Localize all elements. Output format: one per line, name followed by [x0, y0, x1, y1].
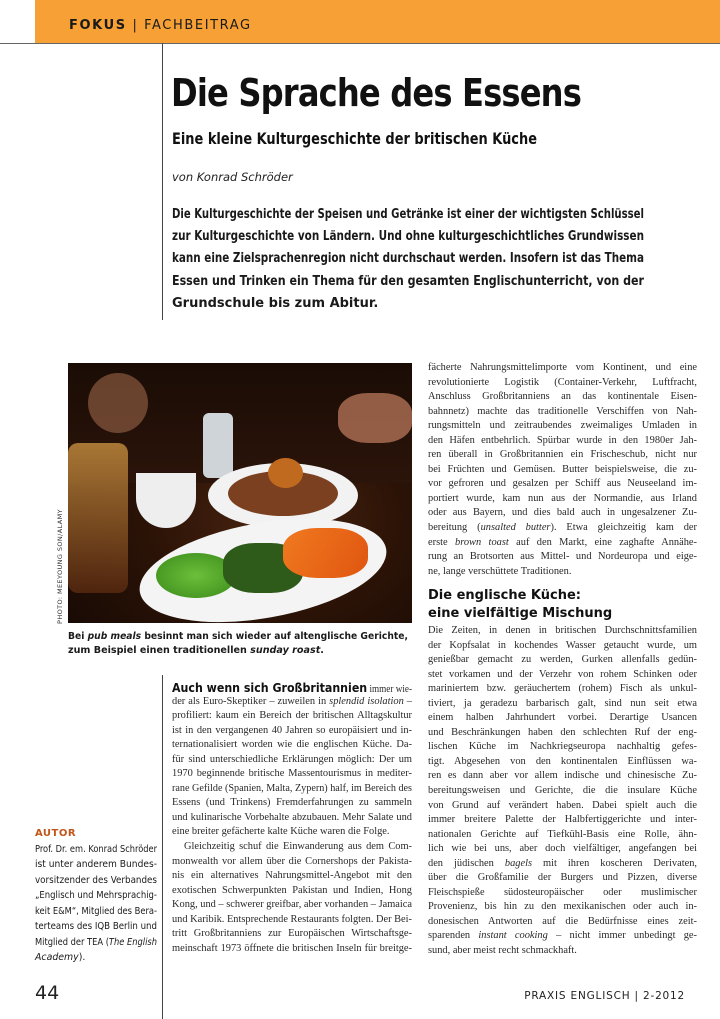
text-line [172, 767, 412, 782]
line-text [172, 898, 412, 913]
text-line [428, 390, 697, 405]
text-line [428, 361, 697, 376]
text-run: den jüdischen [428, 857, 505, 869]
line-text [35, 935, 157, 951]
text-run: sund, aber meist recht schmackhaft. [428, 945, 577, 957]
text-run: der als Euro-Skeptiker – zuweilen in [172, 695, 330, 707]
text-line [172, 753, 412, 768]
text-run: meinschaft 1973 öffnete die britischen Inseln für breitge- [172, 942, 412, 954]
text-run: genießbar gemacht zu werden, Gurken allenfalls gedün- [428, 654, 697, 666]
text-run: ren überall in Großbritannien ein Frischeschub, nicht nur [428, 449, 697, 461]
text-line [428, 463, 697, 478]
text-run: oder aus Bayern, und dies bald auch in ungesalzener Zu- [428, 507, 697, 519]
line-text [428, 915, 697, 930]
text-run: auf den Markt, eine zaghafte Annähe- [508, 536, 697, 548]
text-line [172, 782, 412, 797]
lead-line: kann eine Zielsprachenregion nicht durchschaut werden. Insofern ist das Thema [172, 251, 644, 267]
lead-line: Die Kulturgeschichte der Speisen und Getränke ist einer der wichtigsten Schlüssel [172, 207, 644, 222]
text-run: keit E&M“, Mitglied des Bera- [35, 905, 157, 917]
text-run: und Karibik. Entsprechende Restaurants folgten. Der Bei- [172, 913, 412, 925]
line-text [428, 565, 571, 580]
line-text [428, 376, 697, 391]
line-text [428, 434, 697, 449]
text-run: besinnt man sich wieder auf altenglische Gerichte, [141, 631, 409, 642]
lead-paragraph [172, 204, 644, 315]
text-line [172, 884, 412, 899]
text-line [172, 869, 412, 884]
line-text [172, 796, 412, 811]
text-line [172, 680, 412, 695]
right-column-body [428, 624, 697, 959]
text-line [428, 624, 697, 639]
line-text [428, 419, 697, 434]
text-line [172, 913, 412, 928]
line-text [172, 942, 412, 957]
line-text [68, 630, 408, 644]
right-column-intro [428, 361, 697, 579]
line-text [172, 811, 412, 826]
text-run: rungsmitteln und zeitraubendes zweimaliges Umladen in [428, 420, 697, 432]
text-run: – nicht immer unbedingt ge- [547, 930, 697, 942]
text-run: fächerte Nahrungsmittelimporte vom Kontinent, und eine [428, 362, 697, 373]
text-run: – [403, 695, 412, 707]
line-text [172, 709, 412, 724]
italic-term: unsalted butter [480, 522, 551, 534]
author-bio-line [35, 873, 157, 889]
text-run: terteams des IQB Berlin und [35, 921, 157, 932]
line-text [428, 857, 697, 872]
text-run: ren es dann aber vor allem indische und chinesische Zu- [428, 770, 697, 782]
text-run: Gleichzeitig schuf die Einwanderung aus dem Com- [184, 841, 412, 853]
author-bio-line [35, 842, 157, 858]
text-run: . [320, 645, 324, 656]
caption-line [68, 644, 408, 658]
text-run: der Kopfsalat in kochendes Wasser getaucht wurde, um [428, 639, 697, 651]
text-run: nationalen Gerichte auf Tiefkühl-Basis eine Rolle, ähn- [428, 828, 697, 840]
text-run: ). Etwa gleichzeitig kam der [550, 522, 697, 534]
article-title: Die Sprache des Essens [171, 71, 581, 115]
text-line [428, 842, 697, 857]
header-rule [0, 43, 720, 44]
line-text [428, 842, 697, 857]
line-text [428, 550, 697, 565]
text-line [428, 871, 697, 886]
line-text [35, 950, 85, 966]
column-rule-bottom [162, 675, 163, 1019]
lead-line: Grundschule bis zum Abitur. [172, 295, 379, 311]
line-text [428, 871, 697, 886]
text-line [428, 711, 697, 726]
line-text [35, 857, 157, 873]
line-text [35, 873, 157, 889]
author-label: AUTOR [35, 828, 77, 839]
text-run: tritt Großbritanniens zur Europäischen Wirtschaftsge- [172, 928, 412, 940]
byline: von Konrad Schröder [172, 170, 293, 184]
text-line [172, 855, 412, 870]
text-line [172, 724, 412, 739]
text-run: vor gefroren und gesalzen per Schiff aus Neuseeland im- [428, 478, 697, 490]
text-run: donesischen Antworten auf die Bedürfnisse eines zeit- [428, 915, 697, 927]
text-line [172, 942, 412, 957]
line-text [172, 884, 412, 899]
article-subtitle-line [172, 129, 537, 149]
text-run: einem halben Jahrhundert vorbei. Derartige Usancen [428, 712, 697, 724]
text-line [428, 886, 697, 901]
text-run: und Beschränkungen haben den schlechten Ruf der eng- [428, 726, 697, 738]
text-run: lich wie bei uns, aber doch vielfältiger, angefangen bei [428, 843, 697, 855]
text-line [172, 738, 412, 753]
text-line [428, 813, 697, 828]
text-run: von Grund auf verändert haben. Dabei spielt auch die [428, 799, 697, 811]
text-run: tiviert, ja geradezu barbarisch galt, sind nun seit etwa [428, 697, 697, 709]
text-line [428, 784, 697, 799]
section-heading [428, 587, 697, 623]
line-text [428, 726, 697, 741]
author-box [35, 826, 157, 966]
line-text [428, 448, 697, 463]
line-text [172, 782, 412, 797]
text-run: sparenden [428, 930, 479, 942]
text-line [428, 682, 697, 697]
caption-line [68, 630, 408, 644]
line-text [428, 799, 697, 814]
line-text [428, 405, 697, 420]
line-text [428, 944, 577, 959]
line-text [172, 753, 412, 768]
text-line [428, 434, 697, 449]
line-text [172, 855, 412, 870]
text-run: mit ihren koscheren Derivaten, [532, 857, 697, 869]
text-run: profiliert: kaum ein Bereich der britischen Alltagskultur [172, 710, 412, 722]
journal-issue: PRAXIS ENGLISCH | 2-2012 [524, 990, 685, 1002]
line-text [428, 929, 697, 944]
line-text [172, 680, 412, 698]
text-line [172, 796, 412, 811]
line-text [428, 361, 697, 376]
lead-line: Essen und Trinken ein Thema für den gesamten Englischunterricht, von der [172, 273, 644, 289]
text-line [428, 639, 697, 654]
line-text [428, 653, 697, 668]
article-title-line [171, 70, 581, 116]
text-run: nis ein alternatives Nahrungsmittel-Angebot mit den [172, 870, 412, 882]
text-run: vorsitzender des Verbandes [35, 874, 157, 886]
italic-term: splendid isolation [329, 695, 404, 707]
text-run: Anschluss Großbritanniens an das kontinentale Eisen- [428, 391, 697, 403]
line-text [172, 927, 412, 942]
subsection-name: FACHBEITRAG [144, 18, 252, 33]
text-run: Mitglied der TEA ( [35, 936, 109, 948]
text-run: revolutionierte Logistik (Container-Verkehr, Luftfracht, [428, 376, 697, 388]
text-run: ternationalisiert worden wie die englischen Küche. Da- [172, 739, 412, 751]
text-run: ). [78, 952, 86, 963]
line-text [428, 886, 697, 901]
text-line [428, 668, 697, 683]
text-run: mariniertem bzw. geräuchertem (rohem) Fisch als unkul- [428, 683, 697, 695]
text-run: immer breitere Palette der Halbfertiggerichte und inter- [428, 814, 697, 826]
italic-term: The English [108, 936, 157, 948]
text-line [172, 811, 412, 826]
text-line [428, 492, 697, 507]
line-text [428, 740, 697, 755]
text-line [172, 840, 412, 855]
text-run: Bei [68, 631, 88, 642]
heading-line: Die englische Küche: [428, 588, 581, 603]
line-text [428, 668, 697, 683]
line-text [428, 755, 697, 770]
text-run: immer wie- [367, 684, 412, 695]
text-run: ist unter anderem Bundes- [35, 859, 157, 870]
text-line [428, 565, 697, 580]
line-text [428, 492, 697, 507]
line-text [428, 697, 697, 712]
separator: | [132, 18, 139, 33]
section-header-bar [35, 0, 720, 43]
text-line [428, 915, 697, 930]
line-text [428, 463, 697, 478]
italic-term: brown toast [455, 536, 509, 548]
heading-line: eine vielfältige Mischung [428, 606, 613, 621]
text-line [428, 419, 697, 434]
author-bio-line [35, 935, 157, 951]
author-bio-line [35, 919, 157, 935]
text-line [428, 448, 697, 463]
text-run: über die Großfamilie der Burgers und Pizzen, diverse [428, 872, 697, 884]
italic-term: sunday roast [250, 645, 321, 656]
line-text [428, 390, 697, 405]
text-line [428, 726, 697, 741]
text-line [428, 536, 697, 551]
italic-term: bagels [504, 857, 533, 869]
text-line [428, 521, 697, 536]
line-text [428, 784, 697, 799]
text-line [428, 376, 697, 391]
line-text [428, 900, 697, 915]
line-text [428, 521, 697, 536]
text-run: ist in den vergangenen 40 Jahren so europäisiert und in- [172, 724, 412, 736]
line-text [428, 477, 697, 492]
text-run: zum Beispiel einen traditionellen [68, 645, 251, 656]
text-line [428, 857, 697, 872]
text-run: Prof. Dr. em. Konrad Schröder [35, 843, 157, 855]
text-run: portiert wurde, kam nun aus der Normandie, aus Irland [428, 492, 697, 504]
italic-term: Academy [35, 952, 79, 963]
section-name: FOKUS [69, 18, 127, 33]
food-photo [68, 363, 412, 623]
text-line [172, 709, 412, 724]
line-text [35, 842, 157, 858]
text-line [428, 799, 697, 814]
page-number: 44 [35, 982, 60, 1004]
line-text [428, 624, 697, 639]
text-run: lischen Küche im Nachkriegseuropa nachhaltig gefes- [428, 741, 697, 753]
text-line [172, 898, 412, 913]
text-line [428, 740, 697, 755]
text-run: ne, lange verschüttete Traditionen. [428, 565, 572, 577]
text-line [428, 929, 697, 944]
line-text [35, 888, 157, 904]
author-bio-line [35, 888, 157, 904]
line-text [428, 813, 697, 828]
text-line [172, 825, 412, 840]
line-text [172, 767, 412, 782]
text-run: eine breiter gefächerte kalte Küche waren die Folge. [172, 826, 390, 838]
text-line [428, 900, 697, 915]
text-line [428, 653, 697, 668]
text-run: rane Gefilde (Spanien, Malta, Zypern) half, im Bereich des [172, 782, 412, 794]
column-rule-top [162, 43, 163, 320]
line-text [35, 904, 157, 920]
text-line [428, 477, 697, 492]
text-run: bereitung ( [428, 522, 481, 534]
text-run: bei Früchten und Gemüsen. Butter beispielsweise, die zu- [428, 463, 697, 475]
lead-line: zur Kulturgeschichte von Ländern. Und ohne kulturgeschichtliches Grundwissen [172, 229, 644, 245]
text-run: tigt. Abgesehen von den kontinentalen Einflüssen wa- [428, 755, 697, 767]
author-bio-line [35, 904, 157, 920]
text-line [428, 550, 697, 565]
line-text [428, 769, 697, 784]
text-run: bereitungsweisen und Gerichte, die die insulare Küche [428, 785, 697, 797]
line-text [428, 536, 697, 551]
line-text [428, 506, 697, 521]
text-run: monwealth vor allem über die Cornershops der Pakista- [172, 855, 412, 867]
photo-caption [68, 630, 408, 658]
text-run: bahnnetz) machte das traditionelle Verschiffen von Nah- [428, 405, 697, 417]
line-text [428, 682, 697, 697]
run-in-heading: Auch wenn sich Großbritannien [172, 680, 368, 695]
line-text [172, 913, 412, 928]
line-text [35, 919, 157, 935]
photo-credit: PHOTO: MEEYOUNG SON/ALAMY [56, 509, 64, 624]
text-line [428, 769, 697, 784]
text-run: Kong, und – schwerer greifbar, aber vorhanden – Jamaica [172, 899, 412, 911]
author-bio-line [35, 857, 157, 873]
left-column [172, 680, 412, 956]
text-run: Die Zeiten, in denen in britischen Durchschnittsfamilien [428, 625, 697, 636]
line-text [172, 724, 412, 739]
line-text [428, 711, 697, 726]
text-run: erste [428, 536, 455, 548]
line-text [184, 840, 412, 855]
text-run: stet vorkamen und der Verzehr von rohem Schinken oder [428, 668, 697, 680]
text-run: für sind unterschiedliche Erklärungen möglich: Der um [172, 753, 412, 765]
text-run: 1970 beginnende britische Massentourismus in mediter- [172, 768, 412, 780]
text-run: den Häfen entbehrlich. Spürbar wurde in den 1980er Jah- [428, 434, 697, 446]
text-run: „Englisch und Mehrsprachig- [35, 890, 157, 901]
text-line [428, 697, 697, 712]
italic-term: pub meals [87, 631, 142, 642]
italic-term: instant cooking [478, 930, 548, 942]
text-run: exotischen Schwerpunkten Pakistan und Indien, Hong [172, 884, 412, 896]
text-run: und kulinarische Vorbehalte abzubauen. Mehr Salate und [172, 811, 412, 823]
author-bio-line [35, 950, 157, 966]
text-line [428, 405, 697, 420]
line-text [428, 639, 697, 654]
text-line [428, 755, 697, 770]
text-line [428, 944, 697, 959]
line-text [172, 738, 412, 753]
section-label [69, 18, 252, 33]
text-run: Essens (und Trinkens) Fremderfahrungen zu sammeln [172, 797, 412, 809]
line-text [172, 869, 412, 884]
line-text [68, 644, 324, 658]
article-subtitle: Eine kleine Kulturgeschichte der britischen Küche [172, 129, 537, 148]
text-run: rung an Brotsorten aus Mittel- und Nordeuropa und eige- [428, 551, 697, 563]
text-run: Fleischspieße südosteuropäischer oder muslimischer [428, 886, 697, 898]
text-line [428, 506, 697, 521]
line-text [172, 825, 390, 840]
text-run: Provenienz, bis hin zu den mexikanischen oder auch in- [428, 901, 697, 913]
text-line [428, 828, 697, 843]
line-text [428, 828, 697, 843]
text-line [172, 927, 412, 942]
